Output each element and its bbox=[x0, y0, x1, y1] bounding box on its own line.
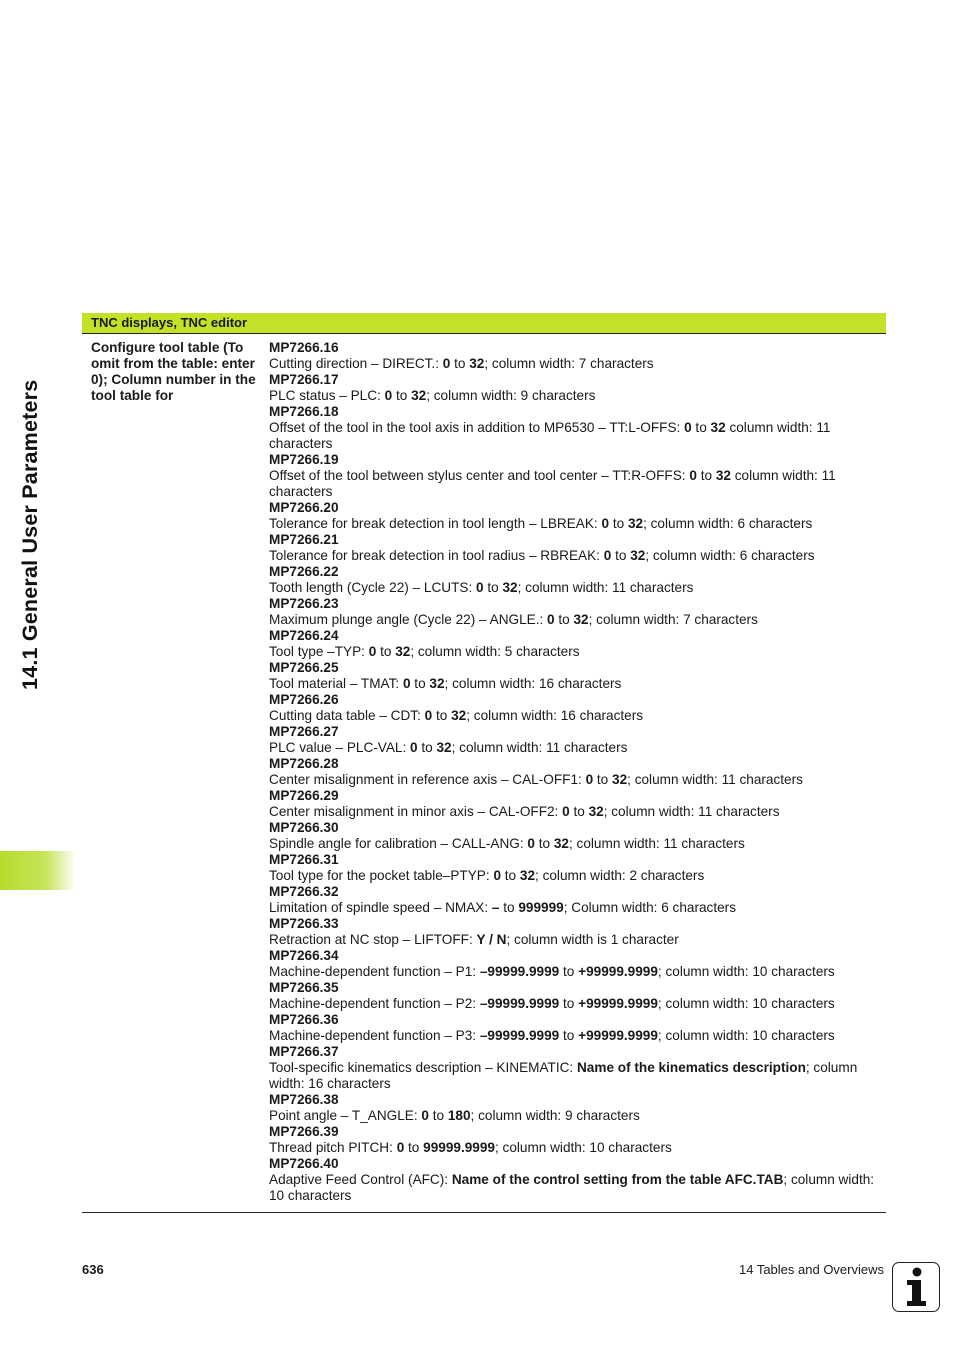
parameter-id: MP7266.40 bbox=[269, 1156, 339, 1171]
value-text: Spindle angle for calibration – CALL-ANG: bbox=[269, 836, 528, 851]
parameter-id: MP7266.17 bbox=[269, 372, 339, 387]
value-text: to bbox=[392, 388, 412, 403]
value-bold: 32 bbox=[630, 548, 646, 563]
parameter-id: MP7266.25 bbox=[269, 660, 339, 675]
value-bold: 0 bbox=[421, 1108, 429, 1123]
value-bold: 32 bbox=[395, 644, 411, 659]
parameter-id: MP7266.31 bbox=[269, 852, 339, 867]
value-text: ; column width: 10 characters bbox=[657, 996, 835, 1011]
parameter-description bbox=[269, 468, 879, 500]
parameter-description bbox=[269, 1140, 879, 1156]
value-text: ; column width: 10 characters bbox=[269, 1172, 875, 1203]
value-text: ; column width: 16 characters bbox=[269, 1060, 858, 1091]
value-bold: +99999.9999 bbox=[578, 1028, 658, 1043]
parameter-description bbox=[269, 644, 879, 660]
parameter-id: MP7266.20 bbox=[269, 500, 339, 515]
value-text: ; column width: 10 characters bbox=[657, 1028, 835, 1043]
parameter-id: MP7266.35 bbox=[269, 980, 339, 995]
parameter-id: MP7266.29 bbox=[269, 788, 339, 803]
value-text: Machine-dependent function – P3: bbox=[269, 1028, 480, 1043]
parameter-id: MP7266.19 bbox=[269, 452, 339, 467]
value-bold: 0 bbox=[384, 388, 393, 403]
parameter-description bbox=[269, 580, 879, 596]
side-chapter-tab bbox=[0, 851, 76, 890]
value-text: ; Column width: 6 characters bbox=[563, 900, 736, 915]
value-text: ; column width: 2 characters bbox=[535, 868, 705, 883]
value-text: Offset of the tool in the tool axis in addition to MP6530 – TT:L-OFFS: bbox=[269, 420, 685, 435]
value-text: Tolerance for break detection in tool radius – RBREAK: bbox=[269, 548, 604, 563]
parameter-id: MP7266.21 bbox=[269, 532, 339, 547]
parameter-description bbox=[269, 708, 879, 724]
value-text: ; column width: 11 characters bbox=[569, 836, 745, 851]
value-text: Offset of the tool between stylus center and tool center – TT:R-OFFS: bbox=[269, 468, 690, 483]
value-bold: 999999 bbox=[518, 900, 564, 915]
value-text: ; column width: 9 characters bbox=[426, 388, 596, 403]
value-text: to bbox=[609, 516, 628, 531]
parameter-description bbox=[269, 804, 879, 820]
parameter-description bbox=[269, 388, 879, 404]
parameter-description bbox=[269, 1108, 879, 1124]
value-text: Tool-specific kinematics description – KINEMATIC: bbox=[269, 1060, 577, 1075]
value-bold: Name of the kinematics description bbox=[576, 1060, 806, 1075]
value-bold: –99999.9999 bbox=[479, 1028, 560, 1043]
value-text: to bbox=[432, 708, 452, 723]
value-text: Center misalignment in reference axis – CAL-OFF1: bbox=[269, 772, 586, 787]
parameter-description bbox=[269, 772, 879, 788]
side-chapter-title: 14.1 General User Parameters bbox=[18, 379, 42, 690]
parameter-id: MP7266.30 bbox=[269, 820, 339, 835]
parameter-id: MP7266.37 bbox=[269, 1044, 339, 1059]
value-text: ; column width: 7 characters bbox=[588, 612, 758, 627]
value-text: to bbox=[450, 356, 470, 371]
value-bold: 180 bbox=[447, 1108, 471, 1123]
value-text: to bbox=[559, 964, 579, 979]
value-bold: 32 bbox=[451, 708, 467, 723]
value-text: PLC value – PLC-VAL: bbox=[269, 740, 411, 755]
value-bold: 0 bbox=[368, 644, 377, 659]
parameter-id: MP7266.39 bbox=[269, 1124, 339, 1139]
value-bold: 32 bbox=[519, 868, 536, 883]
value-bold: 32 bbox=[588, 804, 604, 819]
value-text: Thread pitch PITCH: bbox=[269, 1140, 397, 1155]
value-bold: 0 bbox=[601, 516, 610, 531]
parameter-description bbox=[269, 420, 879, 452]
parameter-description bbox=[269, 836, 879, 852]
value-text: to bbox=[501, 868, 520, 883]
value-text: ; column width: 9 characters bbox=[470, 1108, 640, 1123]
parameter-id: MP7266.18 bbox=[269, 404, 339, 419]
value-bold: 32 bbox=[411, 388, 427, 403]
value-bold: 32 bbox=[710, 420, 726, 435]
value-bold: +99999.9999 bbox=[578, 996, 658, 1011]
value-text: Center misalignment in minor axis – CAL-OFF2: bbox=[269, 804, 563, 819]
value-text: ; column width: 11 characters bbox=[603, 804, 780, 819]
value-text: column width: 11 characters bbox=[269, 420, 831, 451]
value-text: Tolerance for break detection in tool length – LBREAK: bbox=[269, 516, 602, 531]
value-text: to bbox=[428, 1108, 448, 1123]
value-bold: 0 bbox=[442, 356, 451, 371]
value-text: ; column width: 10 characters bbox=[657, 964, 835, 979]
parameter-description bbox=[269, 356, 879, 372]
value-text: to bbox=[483, 580, 503, 595]
parameter-id: MP7266.23 bbox=[269, 596, 339, 611]
value-text: to bbox=[404, 1140, 424, 1155]
value-text: ; column width is 1 character bbox=[506, 932, 679, 947]
value-text: to bbox=[376, 644, 396, 659]
parameter-description bbox=[269, 1060, 879, 1092]
parameter-list bbox=[269, 340, 879, 1204]
parameter-description bbox=[269, 932, 879, 948]
value-bold: Name of the control setting from the table AFC.TAB bbox=[451, 1172, 784, 1187]
table-header-title: TNC displays, TNC editor bbox=[91, 315, 248, 330]
value-text: ; column width: 6 characters bbox=[643, 516, 813, 531]
value-text: to bbox=[559, 1028, 579, 1043]
value-bold: +99999.9999 bbox=[578, 964, 658, 979]
value-text: Machine-dependent function – P2: bbox=[269, 996, 480, 1011]
value-text: Tool material – TMAT: bbox=[269, 676, 403, 691]
parameter-id: MP7266.28 bbox=[269, 756, 339, 771]
value-text: to bbox=[410, 676, 430, 691]
value-bold: 32 bbox=[502, 580, 518, 595]
parameter-description bbox=[269, 676, 879, 692]
parameter-description bbox=[269, 900, 879, 916]
parameter-description bbox=[269, 740, 879, 756]
value-text: Tool type for the pocket table–PTYP: bbox=[269, 868, 494, 883]
value-bold: 0 bbox=[689, 468, 697, 483]
value-text: ; column width: 16 characters bbox=[444, 676, 622, 691]
parameter-id: MP7266.36 bbox=[269, 1012, 339, 1027]
value-bold: – bbox=[491, 900, 500, 915]
value-bold: 32 bbox=[429, 676, 445, 691]
parameter-id: MP7266.34 bbox=[269, 948, 339, 963]
value-text: Adaptive Feed Control (AFC): bbox=[269, 1172, 452, 1187]
value-text: Machine-dependent function – P1: bbox=[269, 964, 480, 979]
value-bold: 0 bbox=[424, 708, 433, 723]
value-bold: 0 bbox=[603, 548, 612, 563]
value-bold: 32 bbox=[715, 468, 731, 483]
parameter-id: MP7266.22 bbox=[269, 564, 339, 579]
value-text: to bbox=[569, 804, 589, 819]
value-bold: 0 bbox=[684, 420, 692, 435]
parameter-id: MP7266.38 bbox=[269, 1092, 339, 1107]
parameter-id: MP7266.26 bbox=[269, 692, 339, 707]
parameter-description bbox=[269, 996, 879, 1012]
value-text: ; column width: 7 characters bbox=[484, 356, 654, 371]
value-bold: 0 bbox=[476, 580, 484, 595]
value-bold: –99999.9999 bbox=[479, 996, 560, 1011]
row-label: Configure tool table (To omit from the table: enter 0); Column number in the tool table for bbox=[91, 340, 256, 403]
parameter-description bbox=[269, 964, 879, 980]
value-text: to bbox=[691, 420, 711, 435]
value-text: column width: 11 characters bbox=[269, 468, 836, 499]
value-text: to bbox=[696, 468, 716, 483]
value-text: ; column width: 16 characters bbox=[466, 708, 644, 723]
value-bold: Y / N bbox=[476, 932, 507, 947]
value-text: Maximum plunge angle (Cycle 22) – ANGLE.: bbox=[269, 612, 548, 627]
value-text: ; column width: 11 characters bbox=[517, 580, 694, 595]
value-text: Limitation of spindle speed – NMAX: bbox=[269, 900, 492, 915]
parameter-description bbox=[269, 612, 879, 628]
value-text: Retraction at NC stop – LIFTOFF: bbox=[269, 932, 477, 947]
value-text: to bbox=[499, 900, 519, 915]
value-text: ; column width: 6 characters bbox=[645, 548, 815, 563]
value-bold: 0 bbox=[402, 676, 411, 691]
parameter-id: MP7266.27 bbox=[269, 724, 339, 739]
value-bold: –99999.9999 bbox=[479, 964, 560, 979]
value-text: Tooth length (Cycle 22) – LCUTS: bbox=[269, 580, 477, 595]
value-text: to bbox=[593, 772, 613, 787]
value-bold: 32 bbox=[553, 836, 569, 851]
parameter-description bbox=[269, 1172, 879, 1204]
value-text: ; column width: 11 characters bbox=[451, 740, 628, 755]
parameter-id: MP7266.24 bbox=[269, 628, 339, 643]
value-bold: 0 bbox=[585, 772, 594, 787]
value-text: ; column width: 5 characters bbox=[410, 644, 580, 659]
value-text: Cutting direction – DIRECT.: bbox=[269, 356, 443, 371]
table-bottom-rule bbox=[82, 1212, 886, 1213]
value-text: to bbox=[534, 836, 554, 851]
value-bold: 0 bbox=[410, 740, 418, 755]
value-text: Point angle – T_ANGLE: bbox=[269, 1108, 422, 1123]
parameter-description bbox=[269, 1028, 879, 1044]
value-bold: 32 bbox=[612, 772, 628, 787]
parameter-description bbox=[269, 548, 879, 564]
value-text: ; column width: 11 characters bbox=[627, 772, 803, 787]
parameter-id: MP7266.16 bbox=[269, 340, 339, 355]
parameter-id: MP7266.33 bbox=[269, 916, 339, 931]
value-bold: 32 bbox=[627, 516, 644, 531]
value-text: to bbox=[417, 740, 437, 755]
value-text: to bbox=[611, 548, 631, 563]
parameter-description bbox=[269, 868, 879, 884]
value-bold: 32 bbox=[573, 612, 589, 627]
value-text: Tool type –TYP: bbox=[269, 644, 369, 659]
value-bold: 32 bbox=[436, 740, 452, 755]
page-number: 636 bbox=[82, 1262, 104, 1277]
info-icon[interactable] bbox=[892, 1262, 940, 1312]
chapter-name: 14 Tables and Overviews bbox=[738, 1262, 884, 1277]
value-bold: 0 bbox=[527, 836, 535, 851]
value-bold: 0 bbox=[562, 804, 570, 819]
value-bold: 99999.9999 bbox=[423, 1140, 495, 1155]
value-bold: 32 bbox=[469, 356, 485, 371]
value-text: PLC status – PLC: bbox=[269, 388, 385, 403]
parameter-description bbox=[269, 516, 879, 532]
value-text: Cutting data table – CDT: bbox=[269, 708, 425, 723]
value-text: to bbox=[554, 612, 574, 627]
table-header bbox=[82, 313, 886, 334]
value-bold: 0 bbox=[493, 868, 501, 883]
value-bold: 0 bbox=[547, 612, 555, 627]
value-text: ; column width: 10 characters bbox=[494, 1140, 672, 1155]
value-text: to bbox=[559, 996, 579, 1011]
value-bold: 0 bbox=[396, 1140, 405, 1155]
parameter-id: MP7266.32 bbox=[269, 884, 339, 899]
